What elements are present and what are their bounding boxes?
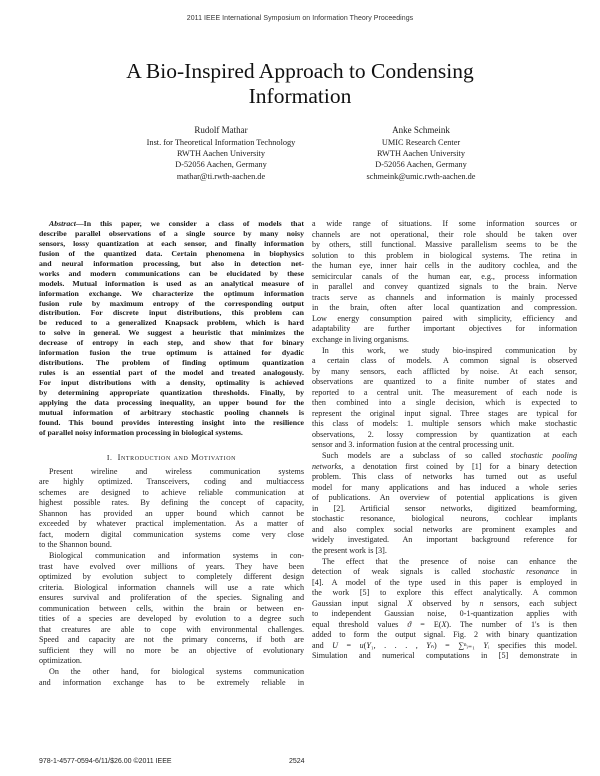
left-column — [39, 219, 304, 688]
abstract-line: distribution. For discrete input distributions, this problem can — [39, 308, 304, 318]
paragraph-line: highest possible rates. By defining the concept of capacity, — [39, 498, 304, 508]
paragraph-line: adaptability are further important objectives for information — [312, 324, 577, 334]
paper-title-line-1: A Bio-Inspired Approach to Condensing — [126, 59, 474, 83]
abstract-line: information exchange. We characterize the optimum information — [39, 288, 304, 298]
abstract-line: applying the data processing inequality, an upper bound for the — [39, 397, 304, 407]
paragraph-line: tracts serve as channels and information is mainly processed — [312, 292, 577, 302]
paragraph-line: model for many applications and has induced a whole series — [312, 482, 577, 492]
paragraph-line: a certain class of models. A common signal is observed — [312, 356, 577, 366]
paragraph-line: the present work is [3]. — [312, 545, 387, 555]
paragraph-line: Shannon has provided an upper bound which cannot be — [39, 508, 304, 518]
paragraph-line: the human eye, inner hair cells in the auditory cochlea, and the — [312, 261, 577, 271]
paragraph-line: observations are quantized to a finite number of states and — [312, 377, 577, 387]
abstract-line: fusion of the quantized data. Certain phenomena in biophysics — [39, 248, 304, 258]
paragraph-line: then combined into a single decision, which is expected to — [312, 398, 577, 408]
paragraph-line: communication between cells, within the brain or between en- — [39, 603, 304, 613]
author-email: mathar@ti.rwth-aachen.de — [176, 171, 266, 181]
paragraph-line: exceeded by whatever practical implementation. As a matter of — [39, 519, 304, 529]
abstract-line: mutual information of arbitrary stochastic pooling channels is — [39, 407, 304, 417]
paragraph-line: by many sensors, each afflicted by noise. At each sensor, — [312, 366, 577, 376]
paragraph-line: solution to this problem in biological systems. The retina in — [312, 250, 577, 260]
abstract-line: found. This bound provides interesting insight into the resilience — [39, 417, 304, 427]
paragraph-line: semicircular canals of the human ear, e.g., process information — [312, 271, 577, 281]
paragraph-line: criteria. Biological information channels will use a rate which — [39, 582, 304, 592]
paragraph-line: [4]. A model of the type used in this paper is employed in — [312, 577, 577, 587]
footer-isbn: 978-1-4577-0594-6/11/$26.00 ©2011 IEEE — [39, 758, 172, 765]
paragraph-line: in [2]. Artificial sensor networks, digitized beamforming, — [312, 503, 577, 513]
paragraph-line: fact, modern digital communication systems come very close — [39, 529, 304, 539]
paragraph-line: sufficient they will no more be an objective of evolutionary — [39, 645, 304, 655]
author-city: D-52056 Aachen, Germany — [375, 160, 467, 170]
abstract-line: and neural information processing, but also in detection net- — [39, 258, 304, 268]
left-body-text — [39, 467, 304, 688]
paragraph-line: Gaussian input signal X observed by n sensors, each subject — [312, 598, 577, 608]
paragraph-line: the work [5] to explore this effect analytically. A common — [312, 588, 577, 598]
paragraph-line: are highly optimized. Transceivers, coding and multiaccess — [39, 477, 304, 487]
paragraph-line: equal threshold values ϑ = E(X). The number of 1's is then — [312, 619, 577, 629]
section-number: I. — [106, 452, 113, 462]
paragraph-line: Simulation and numerical computations in [5] demonstrate in — [312, 651, 577, 661]
paragraph-line: channels are not operational, their role should be taken over — [312, 229, 577, 239]
paragraph-line: Biological communication and information systems in con- — [49, 551, 304, 560]
paragraph-line: Speed and capacity are not the primary concerns, if both are — [39, 635, 304, 645]
abstract-line: decrease of entropy in each step, and show that for binary — [39, 338, 304, 348]
abstract-line: For input distributions with a density, optimality is achieved — [39, 378, 304, 387]
paragraph-line: and also complex social networks are prominent examples and — [312, 524, 577, 534]
paragraph-line: widely investigated. An important background reference for — [312, 535, 577, 545]
paragraph-line: added to form the output signal. Fig. 2 with binary quantization — [312, 630, 577, 640]
abstract-line: fusion rule by maximum entropy of the corresponding output — [39, 298, 304, 308]
paragraph-line: trast have evolved over millions of years. They have been — [39, 561, 304, 571]
author-name: Anke Schmeink — [392, 125, 450, 135]
abstract-line: of parallel noisy information processing in biological systems. — [39, 427, 243, 437]
abstract-line: describe parallel observations of a single source by many noisy — [39, 228, 304, 238]
paragraph-line: tities of a species are developed by evolution to a degree such — [39, 614, 304, 624]
abstract-line: to solve in general. We suggest a heuristic that minimizes the — [39, 328, 304, 338]
paragraph-line: in the brain, often after local quantization and compression. — [312, 303, 577, 313]
paragraph-line: networks, a denotation first coined by [1] for a binary detection — [312, 461, 577, 471]
paragraph-line: in parallel and convey quantized signals to the brain. Nerve — [312, 282, 577, 292]
paragraph-line: stochastic resonance, biological neurons, cochlear implants — [312, 514, 577, 524]
abstract-line: be reduced to a generalized Knapsack problem, which is hard — [39, 318, 304, 328]
paragraph-line: optimized by evolution subject to completely different design — [39, 572, 304, 582]
paragraph-line: exchange in living organisms. — [312, 335, 409, 345]
author-name: Rudolf Mathar — [194, 125, 248, 135]
author-affiliation: UMIC Research Center — [381, 137, 461, 147]
paragraph-line: reported to a central unit. The measurement of each node is — [312, 387, 577, 397]
paragraph-line: represent the original input signal. Three stages are typical for — [312, 408, 577, 418]
paragraph-line: to independent Gaussian noise, 0-1-quantization applies with — [312, 609, 577, 619]
author-city: D-52056 Aachen, Germany — [175, 160, 267, 170]
paragraph-line: In this work, we study bio-inspired communication by — [322, 345, 577, 355]
abstract-label: Abstract — [49, 219, 76, 228]
paragraph-line: a wide range of situations. If some information sources or — [312, 219, 577, 228]
paragraph-line: of publications. An overview of potential applications is given — [312, 493, 577, 503]
abstract — [39, 219, 304, 438]
paragraph-line: schemes are designed to achieve reliable communication at — [39, 487, 304, 497]
abstract-line: distributions. The problem of finding optimum quantization — [39, 358, 304, 368]
abstract-line: models. Mutual information is used as an analytical measure of — [39, 278, 304, 288]
paragraph-line: optimization. — [39, 656, 82, 666]
paragraph-line: Low energy consumption paired with simplicity, efficiency and — [312, 313, 577, 323]
author-university: RWTH Aachen University — [176, 148, 266, 158]
section-title: Introduction and Motivation — [117, 452, 237, 462]
section-heading — [39, 452, 304, 463]
abstract-line: by determining appropriate quantization thresholds. Finally, by — [39, 387, 304, 397]
paper-title-line-2: Information — [248, 84, 352, 108]
paragraph-line: Such models are a subclass of so called stochastic pooling — [322, 451, 577, 461]
right-body-text — [312, 219, 577, 662]
author-email: schmeink@umic.rwth-aachen.de — [366, 171, 476, 181]
paragraph-line: that creatures are able to cope with environmental challenges. — [39, 624, 304, 634]
author-block-right — [301, 124, 541, 182]
paragraph-line: and U = u(Y₁, . . . , Yₙ) = ∑ⁿᵢ₌₁ Yᵢ specifies this model. — [312, 640, 577, 650]
paragraph-line: to the Shannon bound. — [39, 540, 112, 550]
right-column — [312, 219, 577, 662]
author-affiliation: Inst. for Theoretical Information Technology — [146, 137, 296, 147]
paragraph-line: Present wireline and wireless communication systems — [49, 466, 304, 476]
paragraph-line: by others, still functional. Massive parallelism seems to be the — [312, 240, 577, 250]
author-university: RWTH Aachen University — [376, 148, 466, 158]
paragraph-line: and information exchange has to be extremely reliable in — [39, 677, 304, 687]
paragraph-line: problem. This class of networks has turned out as useful — [312, 472, 577, 482]
abstract-line: Abstract—In this paper, we consider a class of models that — [49, 219, 304, 228]
conference-header: 2011 IEEE International Symposium on Information Theory Proceedings — [186, 15, 414, 22]
paragraph-line: detection of weak signals is called stochastic resonance in — [312, 567, 577, 577]
paragraph-line: observations, 2. lossy compression by quantization at each — [312, 429, 577, 439]
paragraph-line: The effect that the presence of noise can enhance the — [322, 556, 577, 566]
paragraph-line: On the other hand, for biological systems communication — [49, 667, 304, 677]
abstract-line: rules is an essential part of the model and treated analogously. — [39, 368, 304, 378]
paragraph-line: ensures survival and proliferation of the species. Signaling and — [39, 593, 304, 603]
paragraph-line: sensor and 3. information fusion at the central processing unit. — [312, 440, 515, 450]
paragraph-line: this class of models: 1. multiple sensors which make stochastic — [312, 419, 577, 429]
abstract-line: sensors, lossy quantization at each sensor, and finally information — [39, 238, 304, 248]
abstract-line: information fusion the true optimum is attained for dyadic — [39, 348, 304, 358]
page-number: 2524 — [289, 758, 305, 765]
abstract-line: works and modern communications can be elucidated by these — [39, 268, 304, 278]
